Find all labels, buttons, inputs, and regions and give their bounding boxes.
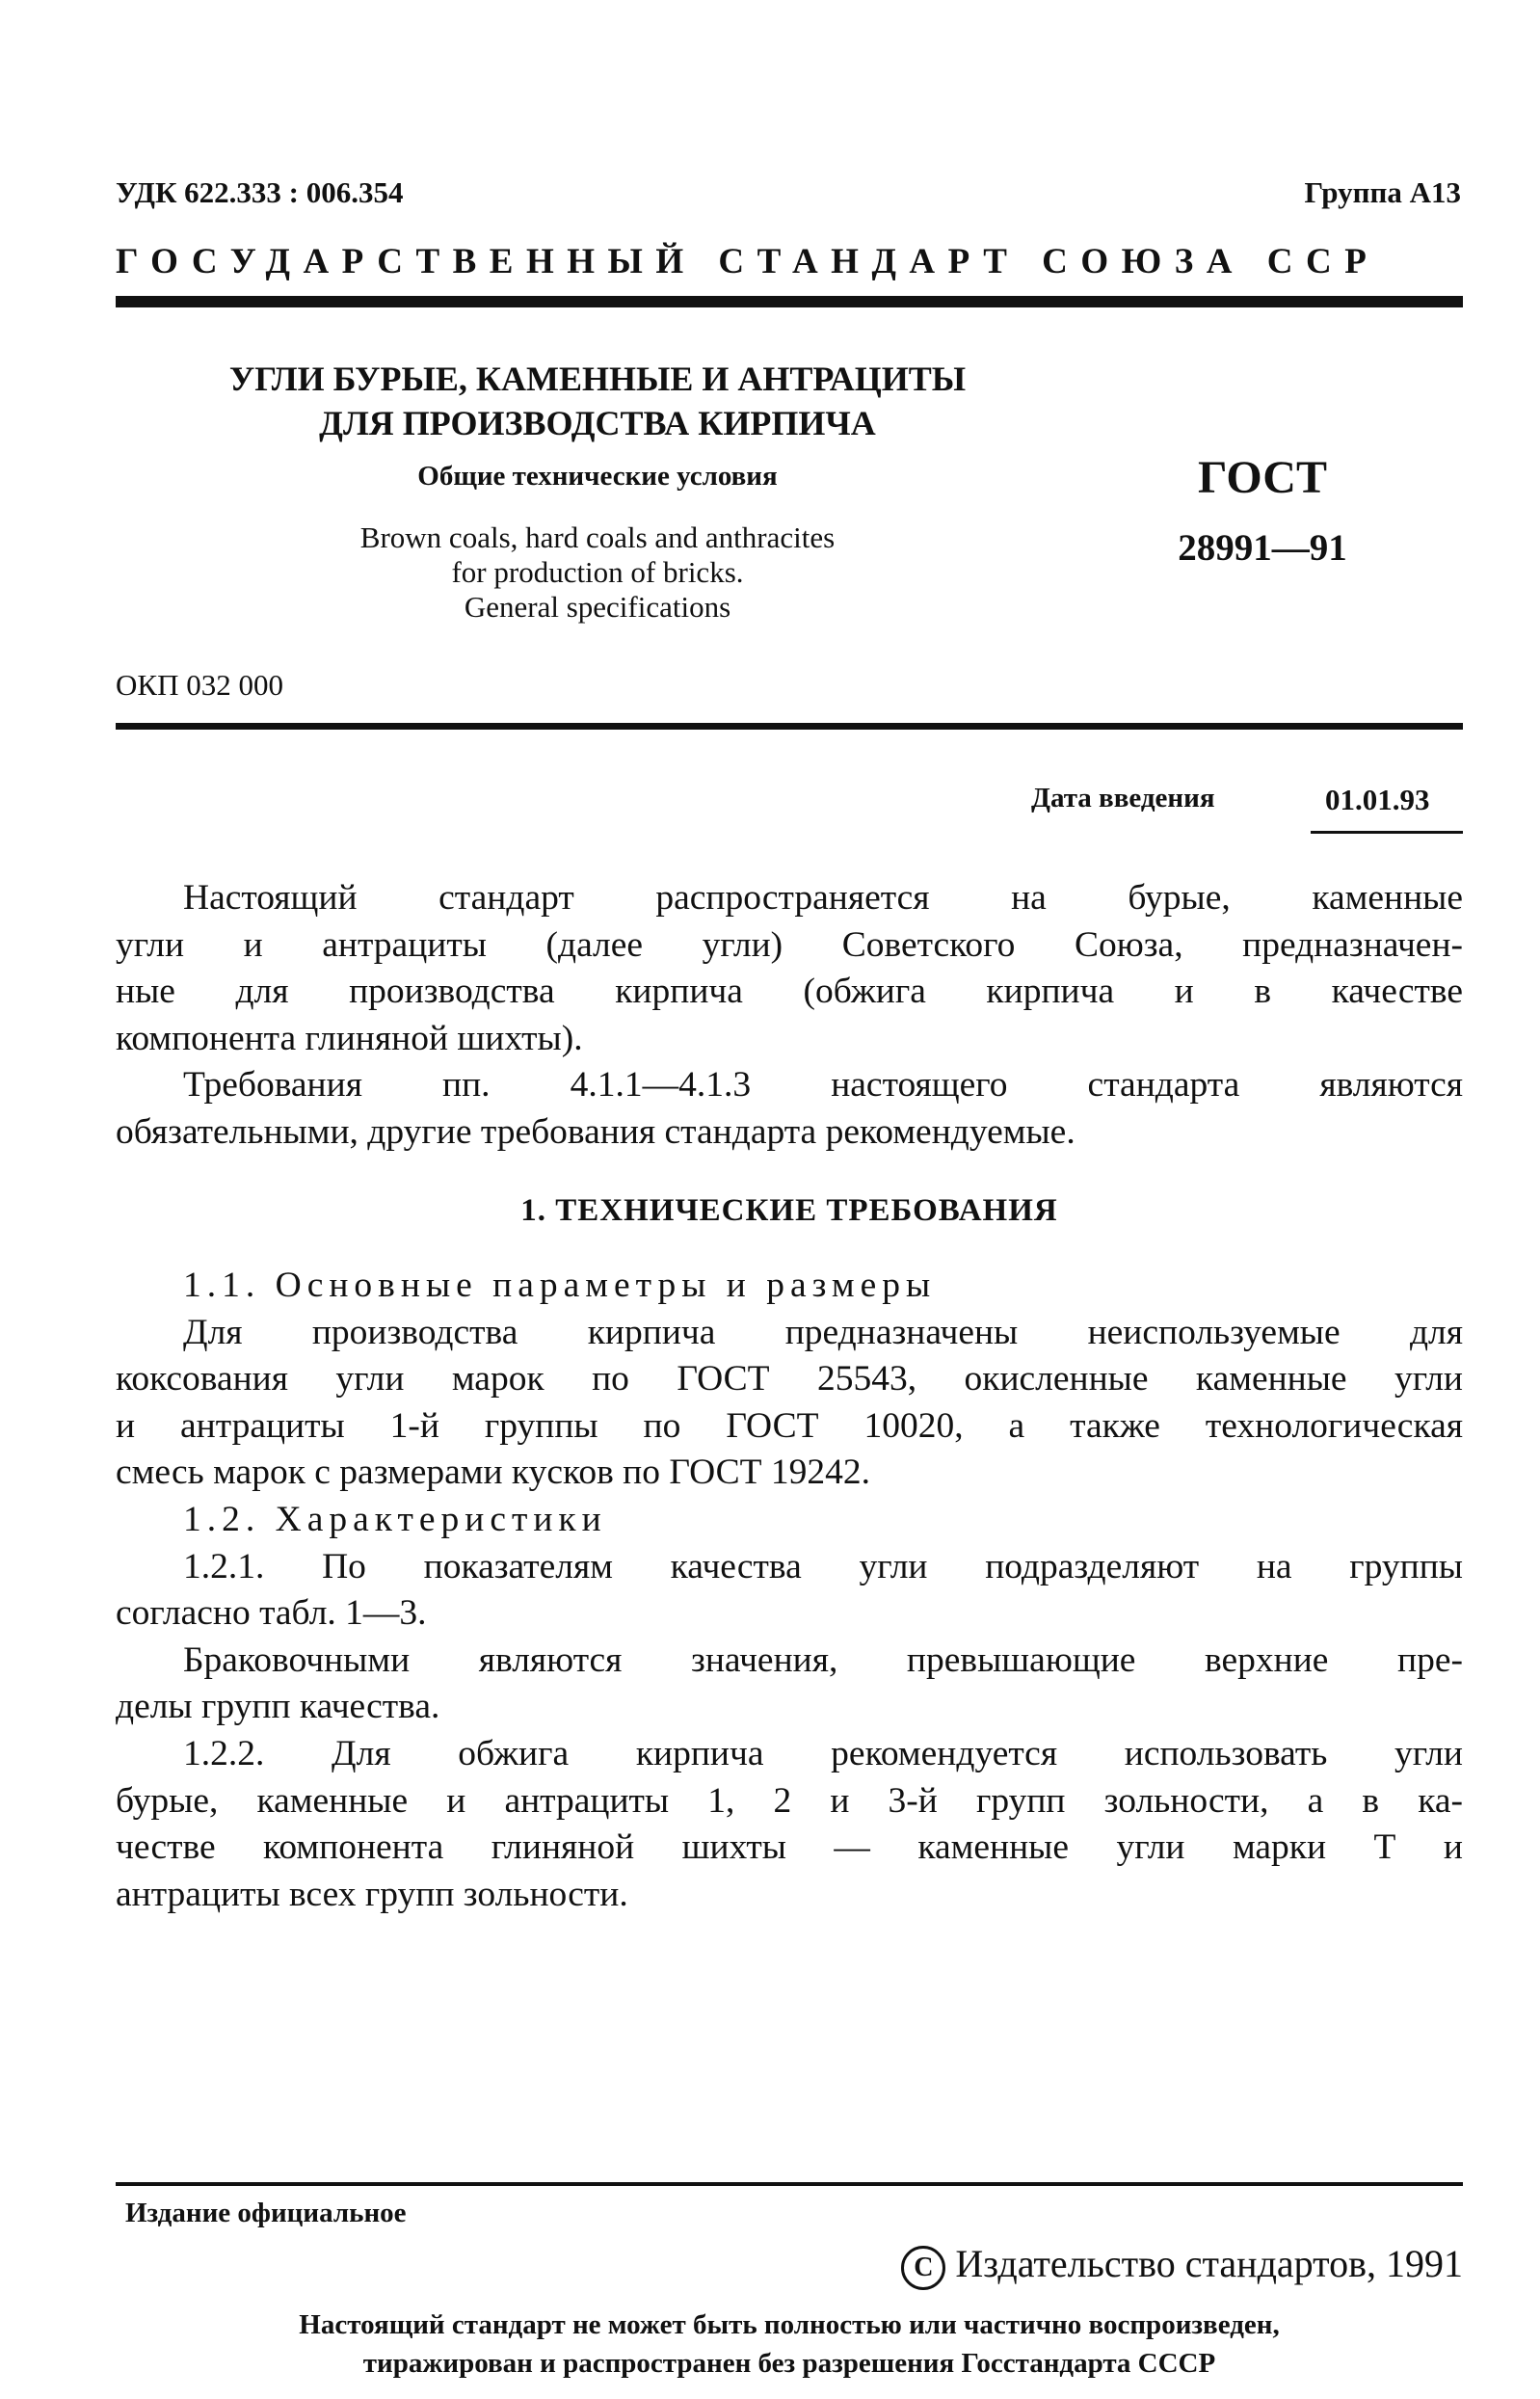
text-line: и антрациты 1-й группы по ГОСТ 10020, а также технологическая [116,1405,1463,1446]
rights-line-1: Настоящий стандарт не может быть полностью или частично воспроизведен, [299,2309,1280,2340]
text-line: бурые, каменные и антрациты 1, 2 и 3-й групп зольности, а в ка- [116,1780,1463,1821]
text-line: 1.2.2. Для обжига кирпича рекомендуется использовать угли [183,1733,1463,1773]
text-line: коксования угли марок по ГОСТ 25543, окисленные каменные угли [116,1359,1463,1399]
state-standard-title: ГОСУДАРСТВЕННЫЙ СТАНДАРТ СОЮЗА ССР [116,242,1380,281]
text-line: обязательными, другие требования стандарта рекомендуемые. [116,1111,1075,1152]
section-heading: 1. ТЕХНИЧЕСКИЕ ТРЕБОВАНИЯ [520,1193,1058,1228]
intro-paragraph-1 [116,875,1463,1062]
udk-code: УДК 622.333 : 006.354 [116,175,404,209]
date-value: 01.01.93 [1325,783,1430,816]
date-underline [1311,831,1463,834]
copyright-text: Издательство стандартов, 1991 [955,2242,1463,2285]
rights-notice [116,2306,1463,2383]
document-subtitle: Общие технические условия [417,461,778,492]
text-line: компонента глиняной шихты). [116,1018,583,1058]
rights-line-2: тиражирован и распространен без разрешения Госстандарта СССР [362,2348,1216,2379]
english-title-line-1: Brown coals, hard coals and anthracites [359,520,836,554]
gost-number: 28991—91 [1178,527,1347,569]
english-title-line-2: for production of bricks. [451,555,744,589]
text-line: честве компонента глиняной шихты — каменные угли марки Т и [116,1827,1463,1868]
copyright [781,2241,1463,2290]
subsection-title: 1.1. Основные параметры и размеры [183,1266,937,1305]
group-code: Группа А13 [1304,175,1461,209]
text-line: Требования пп. 4.1.1—4.1.3 настоящего стандарта являются [183,1065,1463,1105]
text-line: Браковочными являются значения, превышающие верхние пре- [183,1639,1463,1680]
text-line: Для производства кирпича предназначены неиспользуемые для [183,1312,1463,1352]
title-line-1: УГЛИ БУРЫЕ, КАМЕННЫЕ И АНТРАЦИТЫ [228,360,967,398]
official-edition: Издание официальное [125,2198,407,2228]
text-line: ные для производства кирпича (обжига кирпича и в качестве [116,972,1463,1012]
text-line: угли и антрациты (далее угли) Советского Союза, предназначен- [116,924,1463,965]
english-title-line-3: General specifications [464,590,731,624]
text-line: Настоящий стандарт распространяется на бурые, каменные [183,878,1463,918]
header-rule [116,296,1463,307]
text-line: антрациты всех групп зольности. [116,1874,628,1914]
subsection-title: 1.2. Характеристики [183,1499,607,1539]
text-line: делы групп качества. [116,1687,440,1727]
text-line: 1.2.1. По показателям качества угли подразделяют на группы [183,1546,1463,1586]
date-label: Дата введения [1031,783,1215,813]
okp-code: ОКП 032 000 [116,668,283,702]
subsection-1-1 [116,1263,1463,1918]
english-title [164,520,1031,625]
copyright-icon: C [901,2246,945,2290]
intro-paragraph-2 [116,1062,1463,1156]
gost-label: ГОСТ [1198,452,1327,503]
text-line: согласно табл. 1—3. [116,1593,427,1634]
footer-rule [116,2182,1463,2186]
document-title [164,357,1031,445]
title-line-2: ДЛЯ ПРОИЗВОДСТВА КИРПИЧА [319,404,876,442]
text-line: смесь марок с размерами кусков по ГОСТ 19242. [116,1453,871,1493]
middle-rule [116,723,1463,730]
